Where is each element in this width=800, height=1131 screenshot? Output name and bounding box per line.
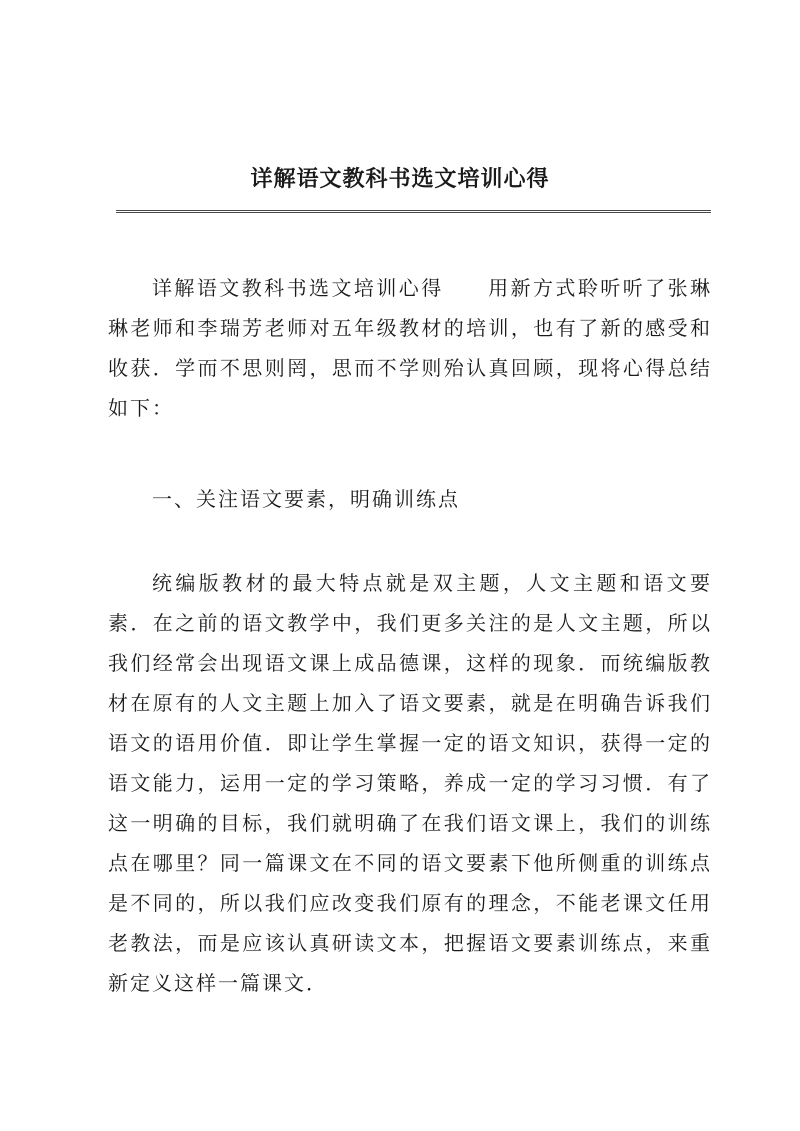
title-divider [116,210,711,213]
section-heading: 一、关注语文要素，明确训练点 [152,487,460,511]
page-title: 详解语文教科书选文培训心得 [250,166,550,192]
intro-text: 用新方式聆听听了张琳琳老师和李瑞芳老师对五年级教材的培训，也有了新的感受和收获．学而不思则罔，思而不学则殆认真回顾，现将心得总结如下： [108,276,713,420]
section-body-paragraph: 统编版教材的最大特点就是双主题，人文主题和语文要素．在之前的语文教学中，我们更多关注的是人文主题，所以我们经常会出现语文课上成品德课，这样的现象．而统编版教材在原有的人文主题上加入了语文要素，就是在明确告诉我们语文的语用价值．即让学生掌握一定的语文知识，获得一定的语文能力，运用一定的学习策略，养成一定的学习习惯．有了这一明确的目标，我们就明确了在我们语文课上，我们的训练点在哪里？同一篇课文在不同的语文要素下他所侧重的训练点是不同的，所以我们应改变我们原有的理念，不能老课文任用老教法，而是应该认真研读文本，把握语文要素训练点，来重新定义这样一篇课文． [108,571,712,995]
intro-paragraph [108,268,712,428]
intro-lead: 详解语文教科书选文培训心得 [152,276,444,300]
